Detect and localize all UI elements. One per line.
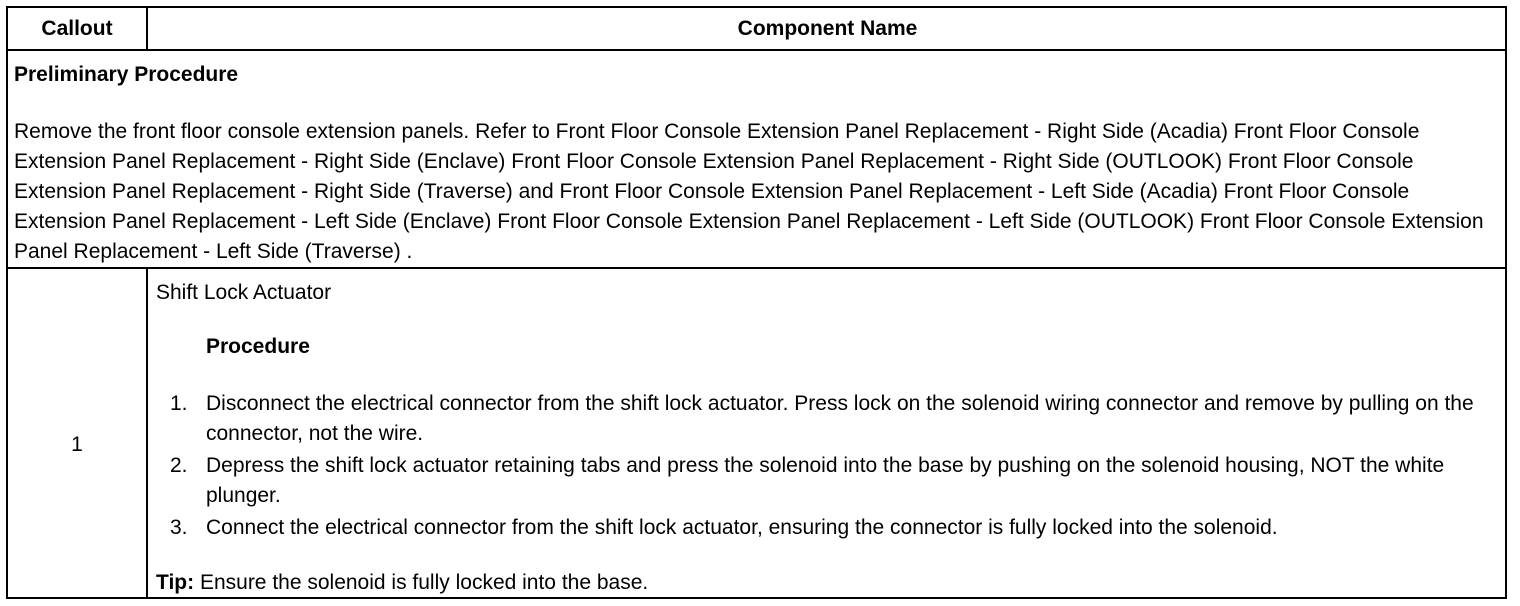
component-name: Shift Lock Actuator xyxy=(156,281,332,304)
step-number: 2. xyxy=(170,454,188,477)
preliminary-procedure-row xyxy=(8,51,1505,269)
step-text: Disconnect the electrical connector from the shift lock actuator. Press lock on the solenoid wiring connector and remove by pulling on the connector, not the wire. xyxy=(206,392,1474,445)
table-row xyxy=(8,269,1505,597)
list-item xyxy=(150,389,1495,449)
list-item xyxy=(150,451,1495,511)
tip-note xyxy=(156,571,648,595)
header-component-label: Component Name xyxy=(737,16,918,40)
procedure-heading: Procedure xyxy=(206,335,310,358)
tip-label: Tip: xyxy=(156,571,195,594)
procedure-table xyxy=(6,6,1507,599)
procedure-steps-list xyxy=(150,389,1495,545)
table-header-row xyxy=(8,8,1505,51)
step-text: Connect the electrical connector from the shift lock actuator, ensuring the connector is fully locked into the solenoid. xyxy=(206,516,1278,539)
component-cell xyxy=(150,269,1505,597)
header-callout-label: Callout xyxy=(41,16,113,40)
tip-text: Ensure the solenoid is fully locked into the base. xyxy=(199,571,649,594)
header-component-cell xyxy=(150,8,1505,49)
step-text: Depress the shift lock actuator retaining tabs and press the solenoid into the base by pushing on the solenoid housing, NOT the white plunger. xyxy=(206,454,1445,507)
callout-cell xyxy=(8,269,148,597)
preliminary-procedure-title: Preliminary Procedure xyxy=(14,63,239,86)
step-number: 1. xyxy=(170,392,188,415)
header-callout-cell xyxy=(8,8,148,49)
step-number: 3. xyxy=(170,516,188,539)
callout-number: 1 xyxy=(71,433,83,456)
preliminary-procedure-text: Remove the front floor console extension panels. Refer to Front Floor Console Extension Panel Replacement - Right Side (Acadia) Front Floor Console Extension Panel Replacement - Right Side (Enclave) Front Floor Console Extension Panel Replacement - Right Side (OUTLOOK) Front Floor Console Extension Panel Replacement - Right Side (Traverse) and Front Floor Console Extension Panel Replacement - Left Side (Acadia) Front Floor Console Extension Panel Replacement - Left Side (Enclave) Front Floor Console Extension Panel Replacement - Left Side (OUTLOOK) Front Floor Console Extension Panel Replacement - Left Side (Traverse) . xyxy=(14,120,1484,263)
list-item xyxy=(150,513,1495,543)
